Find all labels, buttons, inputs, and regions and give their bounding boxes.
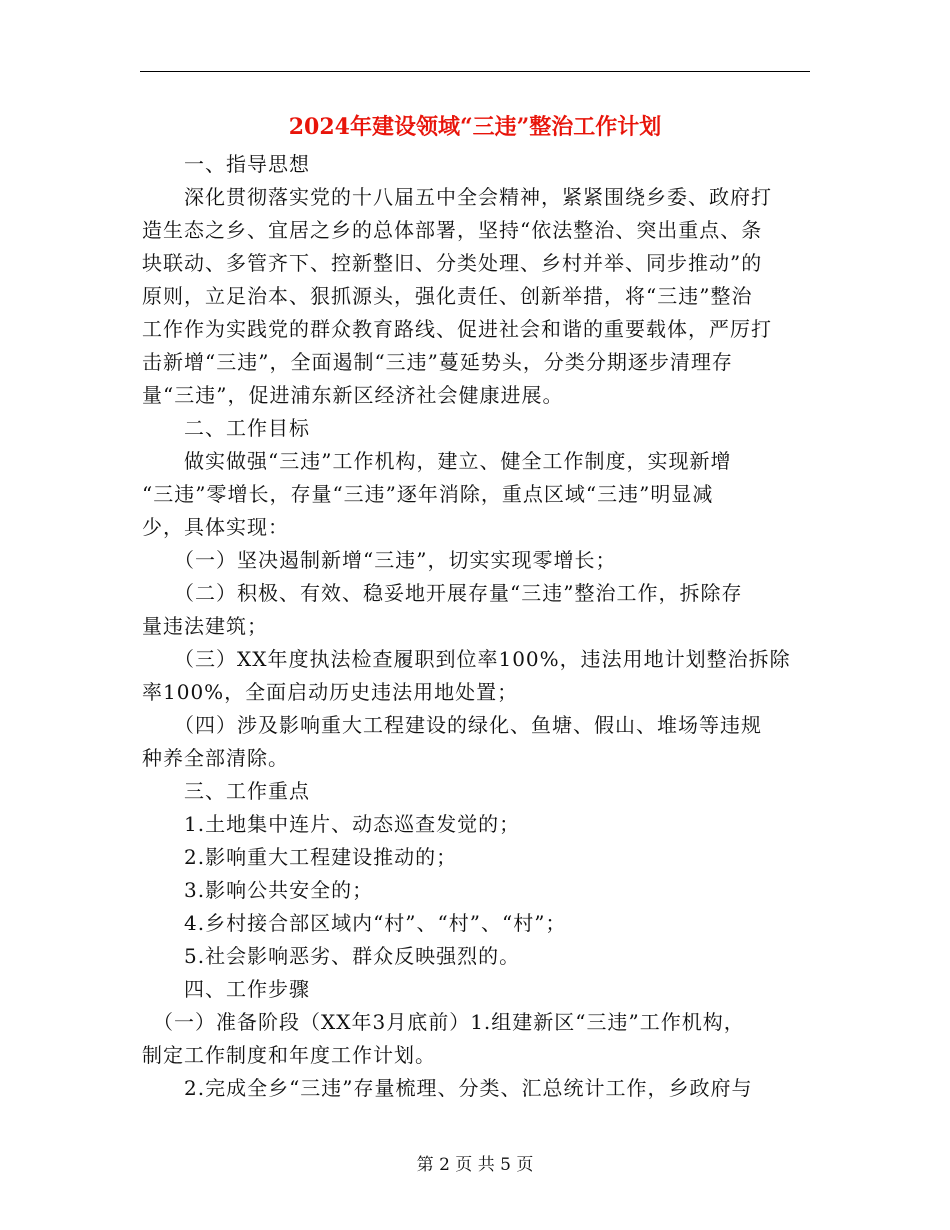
text-line: （一）坚决遏制新增“三违”，切实实现零增长； xyxy=(142,548,617,572)
text-line: 5.社会影响恶劣、群众反映强烈的。 xyxy=(142,944,521,968)
text-line: 少，具体实现： xyxy=(142,515,289,539)
text-line: 击新增“三违”，全面遏制“三违”蔓延势头，分类分期逐步清理存 xyxy=(142,350,733,374)
text-line: “三违”零增长，存量“三违”逐年消除，重点区域“三违”明显减 xyxy=(142,482,714,506)
header-rule xyxy=(140,71,810,72)
document-title: 2024年建设领域“三违”整治工作计划 xyxy=(288,114,662,140)
text-line: 量违法建筑； xyxy=(142,614,268,638)
text-line: （一）准备阶段（XX年3月底前）1.组建新区“三违”工作机构， xyxy=(142,1010,745,1034)
text-line: 一、指导思想 xyxy=(142,152,310,176)
text-line: 做实做强“三违”工作机构，建立、健全工作制度，实现新增 xyxy=(142,449,732,473)
text-line: 四、工作步骤 xyxy=(142,977,310,1001)
page-footer: 第 2 页 共 5 页 xyxy=(416,1155,534,1175)
text-line: 三、工作重点 xyxy=(142,779,310,803)
text-line: 3.影响公共安全的； xyxy=(142,878,374,902)
text-line: 1.土地集中连片、动态巡查发觉的； xyxy=(142,812,521,836)
text-line: 2.影响重大工程建设推动的； xyxy=(142,845,458,869)
text-line: 原则，立足治本、狠抓源头，强化责任、创新举措，将“三违”整治 xyxy=(142,284,753,308)
text-line: 造生态之乡、宜居之乡的总体部署，坚持“依法整治、突出重点、条 xyxy=(142,218,763,242)
text-line: 2.完成全乡“三违”存量梳理、分类、汇总统计工作，乡政府与 xyxy=(142,1076,753,1100)
text-line: 块联动、多管齐下、控新整旧、分类处理、乡村并举、同步推动”的 xyxy=(142,251,763,275)
text-line: （三）XX年度执法检查履职到位率100%，违法用地计划整治拆除 xyxy=(142,647,791,671)
text-line: 率100%，全面启动历史违法用地处置； xyxy=(142,680,519,704)
text-line: 制定工作制度和年度工作计划。 xyxy=(142,1043,436,1067)
text-line: 量“三违”，促进浦东新区经济社会健康进展。 xyxy=(142,383,564,407)
text-line: 种养全部清除。 xyxy=(142,746,289,770)
text-line: 工作作为实践党的群众教育路线、促进社会和谐的重要载体，严厉打 xyxy=(142,317,772,341)
text-line: 4.乡村接合部区域内“村”、“村”、“村”； xyxy=(142,911,567,935)
text-line: 深化贯彻落实党的十八届五中全会精神，紧紧围绕乡委、政府打 xyxy=(142,185,772,209)
text-line: （四）涉及影响重大工程建设的绿化、鱼塘、假山、堆场等违规 xyxy=(142,713,762,737)
text-line: 二、工作目标 xyxy=(142,416,310,440)
text-line: （二）积极、有效、稳妥地开展存量“三违”整治工作，拆除存 xyxy=(142,581,743,605)
